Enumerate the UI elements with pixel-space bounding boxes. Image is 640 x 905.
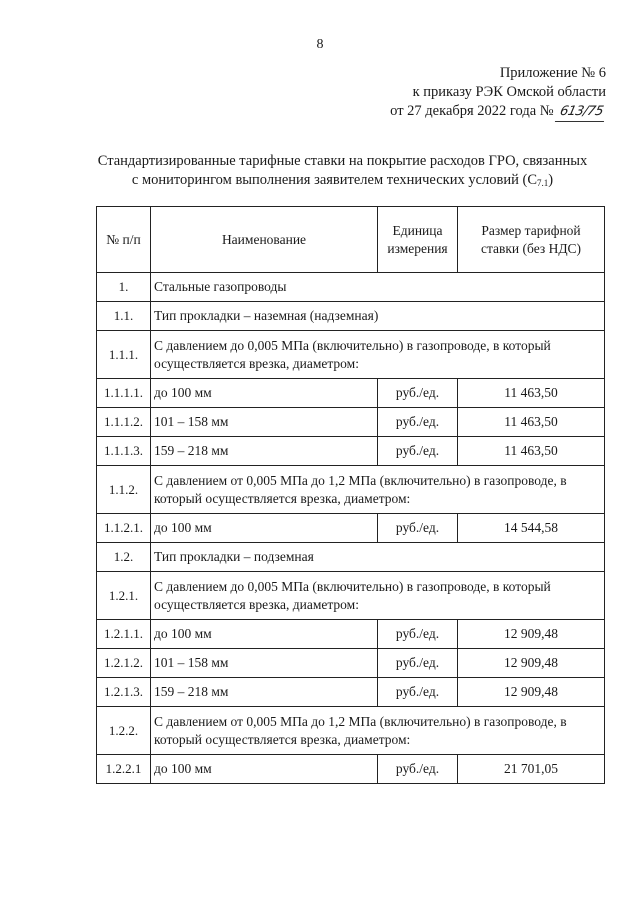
- table-row: [97, 437, 605, 466]
- appendix-order-date-text: от 27 декабря 2022 года №: [390, 103, 554, 119]
- row-rate-value: 14 544,58: [458, 514, 605, 543]
- row-unit: руб./ед.: [378, 649, 458, 678]
- row-rate-value: 12 909,48: [458, 649, 605, 678]
- row-rate-value: 11 463,50: [458, 408, 605, 437]
- row-name: до 100 мм: [151, 620, 378, 649]
- row-number: 1.1.1.: [97, 331, 151, 379]
- handwritten-order-number: 613/75: [555, 102, 608, 122]
- row-number: 1.1.1.1.: [97, 379, 151, 408]
- row-number: 1.2.2.1: [97, 755, 151, 784]
- row-unit: руб./ед.: [378, 514, 458, 543]
- document-title-line2-text: с мониторингом выполнения заявителем технических условий (С: [131, 172, 537, 188]
- document-title-line2: [70, 171, 615, 193]
- row-rate-value: 12 909,48: [458, 620, 605, 649]
- appendix-order-date: [390, 102, 606, 122]
- table-row: [97, 755, 605, 784]
- row-unit: руб./ед.: [378, 437, 458, 466]
- document-title-subscript: 7.1: [537, 178, 549, 188]
- row-name: С давлением до 0,005 МПа (включительно) в газопроводе, в который осуществляется врезка, диаметром:: [151, 331, 605, 379]
- table-row: [97, 649, 605, 678]
- table-row: [97, 408, 605, 437]
- row-number: 1.2.: [97, 543, 151, 572]
- table-row: [97, 620, 605, 649]
- row-name: С давлением от 0,005 МПа до 1,2 МПа (включительно) в газопроводе, в который осуществляется врезка, диаметром:: [151, 466, 605, 514]
- row-number: 1.2.2.: [97, 707, 151, 755]
- table-row: [97, 331, 605, 379]
- row-name: 101 – 158 мм: [151, 408, 378, 437]
- table-row: [97, 302, 605, 331]
- row-rate-value: 11 463,50: [458, 437, 605, 466]
- row-number: 1.2.1.2.: [97, 649, 151, 678]
- header-name: Наименование: [151, 207, 378, 273]
- row-name: Тип прокладки – наземная (надземная): [151, 302, 605, 331]
- table-row: [97, 572, 605, 620]
- row-name: до 100 мм: [151, 755, 378, 784]
- row-rate-value: 11 463,50: [458, 379, 605, 408]
- document-title-line1: Стандартизированные тарифные ставки на покрытие расходов ГРО, связанных: [97, 153, 588, 169]
- tariff-table: [96, 206, 605, 784]
- row-number: 1.: [97, 273, 151, 302]
- table-row: [97, 273, 605, 302]
- appendix-order-ref: к приказу РЭК Омской области: [412, 84, 606, 100]
- header-rate: Размер тарифной ставки (без НДС): [458, 207, 605, 273]
- appendix-title: Приложение № 6: [499, 65, 606, 81]
- row-name: Тип прокладки – подземная: [151, 543, 605, 572]
- header-unit: Единица измерения: [378, 207, 458, 273]
- table-row: [97, 379, 605, 408]
- row-unit: руб./ед.: [378, 755, 458, 784]
- appendix-block: [390, 64, 606, 122]
- row-number: 1.1.: [97, 302, 151, 331]
- row-number: 1.2.1.1.: [97, 620, 151, 649]
- table-row: [97, 543, 605, 572]
- page-number: 8: [316, 37, 324, 52]
- row-unit: руб./ед.: [378, 678, 458, 707]
- row-number: 1.1.2.1.: [97, 514, 151, 543]
- document-title-line2-close: ): [548, 172, 554, 188]
- row-name: Стальные газопроводы: [151, 273, 605, 302]
- row-unit: руб./ед.: [378, 408, 458, 437]
- table-row: [97, 678, 605, 707]
- row-name: С давлением до 0,005 МПа (включительно) в газопроводе, в который осуществляется врезка, диаметром:: [151, 572, 605, 620]
- row-number: 1.1.1.2.: [97, 408, 151, 437]
- row-name: 159 – 218 мм: [151, 437, 378, 466]
- row-number: 1.1.2.: [97, 466, 151, 514]
- table-row: [97, 514, 605, 543]
- row-rate-value: 12 909,48: [458, 678, 605, 707]
- table-row: [97, 707, 605, 755]
- row-name: С давлением от 0,005 МПа до 1,2 МПа (включительно) в газопроводе, в который осуществляется врезка, диаметром:: [151, 707, 605, 755]
- row-name: 101 – 158 мм: [151, 649, 378, 678]
- table-header-row: [97, 207, 605, 273]
- row-number: 1.1.1.3.: [97, 437, 151, 466]
- row-name: до 100 мм: [151, 379, 378, 408]
- row-number: 1.2.1.: [97, 572, 151, 620]
- table-row: [97, 466, 605, 514]
- row-rate-value: 21 701,05: [458, 755, 605, 784]
- row-unit: руб./ед.: [378, 620, 458, 649]
- document-title: [70, 152, 615, 193]
- row-name: до 100 мм: [151, 514, 378, 543]
- row-name: 159 – 218 мм: [151, 678, 378, 707]
- header-num: № п/п: [97, 207, 151, 273]
- row-number: 1.2.1.3.: [97, 678, 151, 707]
- table-body: [97, 273, 605, 784]
- row-unit: руб./ед.: [378, 379, 458, 408]
